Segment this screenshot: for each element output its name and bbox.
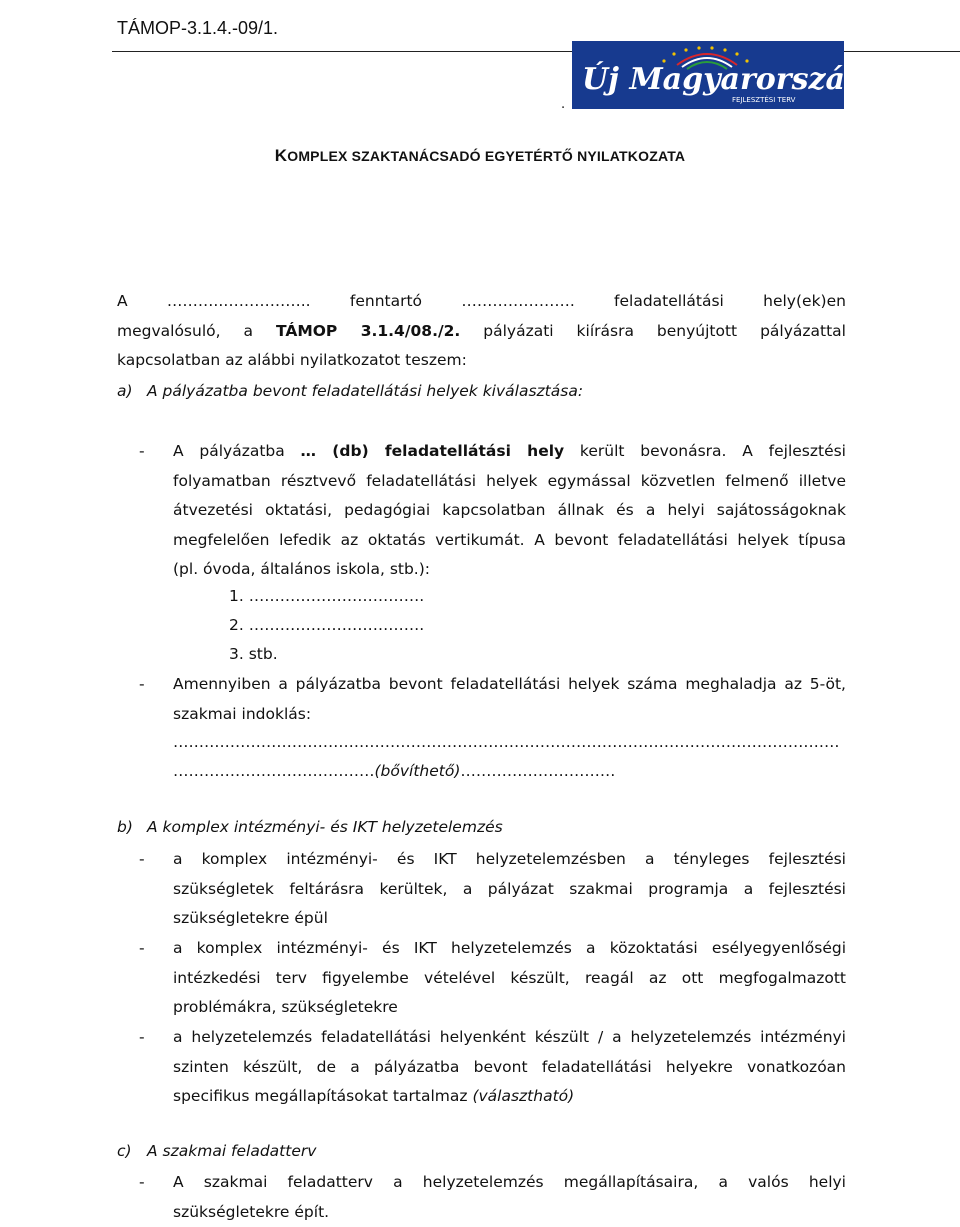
bullet-1-line-3: átvezetési oktatási, pedagógiai kapcsolatban állnak és a helyi sajátosságoknak [173, 496, 846, 526]
list-item: 3. stb. [229, 640, 424, 669]
section-a-letter: a) [117, 382, 147, 400]
bullet-1-db: … (db) feladatellátási hely [301, 442, 565, 460]
logo-wordmark: Új Magyarország [582, 61, 844, 97]
c1-line-1: A szakmai feladatterv a helyzetelemzés megállapításaira, a valós helyi [173, 1168, 846, 1198]
uj-magyarorszag-logo [572, 41, 844, 109]
section-c-letter: c) [117, 1142, 147, 1160]
c1-line-2: szükségletekre épít. [173, 1198, 846, 1227]
b3-line-3-italic: (választható) [472, 1087, 574, 1105]
b2-line-1: a komplex intézményi- és IKT helyzetelemzés a közoktatási esélyegyenlőségi [173, 934, 846, 964]
expand-label: (bővíthető) [375, 762, 461, 780]
bullet-dash: - [139, 1168, 145, 1198]
bullet-dash: - [139, 670, 145, 700]
b1-line-3: szükségletekre épül [173, 904, 846, 934]
section-b-bullet-2 [139, 934, 846, 1023]
b1-line-2: szükségletek feltárásra kerültek, a pályázat szakmai programja a fejlesztési [173, 875, 846, 905]
expand-dots-before: ………………………………… [173, 762, 375, 780]
intro-dots-1: ………..…………….. [167, 292, 311, 310]
section-a-heading [117, 382, 583, 400]
expand-dots-after: ………………………… [460, 762, 615, 780]
b3-line-2: szinten készült, de a pályázatba bevont feladatellátási helyekre vonatkozóan [173, 1053, 846, 1083]
section-c-title: A szakmai feladatterv [147, 1142, 316, 1160]
intro-a: A [117, 292, 128, 310]
bullet-1-line-5: (pl. óvoda, általános iskola, stb.): [173, 555, 846, 585]
bullet-dash: - [139, 845, 145, 875]
list-item: 1. ……………………………. [229, 582, 424, 611]
title-rest: OMPLEX SZAKTANÁCSADÓ EGYETÉRTŐ NYILATKOZATA [287, 148, 685, 164]
section-b-bullet-3 [139, 1023, 846, 1112]
section-b-bullet-1 [139, 845, 846, 934]
intro-line-1 [117, 287, 846, 317]
logo-subtext: FEJLESZTÉSI TERV [732, 95, 796, 104]
program-id: TÁMOP-3.1.4.-09/1. [117, 18, 278, 39]
section-a-bullet-1 [139, 437, 846, 585]
document-title [0, 146, 960, 166]
section-c-bullet-1 [139, 1168, 846, 1227]
justification-dots-line: ………………………………………………………………………………………………………………… [173, 733, 846, 751]
bullet-1-line-2: folyamatban résztvevő feladatellátási helyek egymással közvetlen felmenő illetve [173, 467, 846, 497]
intro-paragraph [117, 287, 846, 376]
section-c-heading [117, 1142, 316, 1160]
bullet-1-rest: került bevonásra. A fejlesztési [580, 442, 846, 460]
intro-palyazati: pályázati kiírásra benyújtott pályázattal [483, 322, 846, 340]
intro-line-2 [117, 317, 846, 347]
bullet-dash: - [139, 934, 145, 964]
bullet-dash: - [139, 1023, 145, 1053]
bullet-dash: - [139, 437, 145, 467]
intro-tamop-code: TÁMOP 3.1.4/08./2. [276, 322, 460, 340]
b3-line-3-plain: specifikus megállapításokat tartalmaz [173, 1087, 468, 1105]
title-first-letter: K [275, 146, 287, 165]
bullet-2-line-2: szakmai indoklás: [173, 700, 846, 730]
b2-line-2: intézkedési terv figyelembe vételével készült, reagál az ott megfogalmazott [173, 964, 846, 994]
b2-line-3: problémákra, szükségletekre [173, 993, 846, 1023]
section-b-heading [117, 818, 503, 836]
logo-dot: . [561, 97, 565, 112]
b3-line-3 [173, 1082, 846, 1112]
intro-fenntarto: fenntartó [350, 292, 422, 310]
bullet-1-prefix: A pályázatba [173, 442, 285, 460]
intro-dots-2: …………………. [461, 292, 574, 310]
intro-megvalosulo: megvalósuló, a [117, 322, 253, 340]
section-a-bullet-2 [139, 670, 846, 729]
bullet-1-line-1 [173, 437, 846, 467]
section-a-title: A pályázatba bevont feladatellátási helyek kiválasztása: [147, 382, 583, 400]
b3-line-1: a helyzetelemzés feladatellátási helyenként készült / a helyzetelemzés intézményi [173, 1023, 846, 1053]
bullet-1-line-4: megfelelően lefedik az oktatás vertikumát. A bevont feladatellátási helyek típusa [173, 526, 846, 556]
expandable-line [173, 762, 846, 780]
list-item: 2. ……………………………. [229, 611, 424, 640]
section-b-title: A komplex intézményi- és IKT helyzetelemzés [147, 818, 503, 836]
bullet-2-line-1: Amennyiben a pályázatba bevont feladatellátási helyek száma meghaladja az 5-öt, [173, 670, 846, 700]
b1-line-1: a komplex intézményi- és IKT helyzetelemzésben a tényleges fejlesztési [173, 845, 846, 875]
facility-type-list [229, 582, 424, 669]
intro-helyek: feladatellátási hely(ek)en [614, 292, 846, 310]
section-b-letter: b) [117, 818, 147, 836]
intro-line-3: kapcsolatban az alábbi nyilatkozatot teszem: [117, 346, 846, 376]
